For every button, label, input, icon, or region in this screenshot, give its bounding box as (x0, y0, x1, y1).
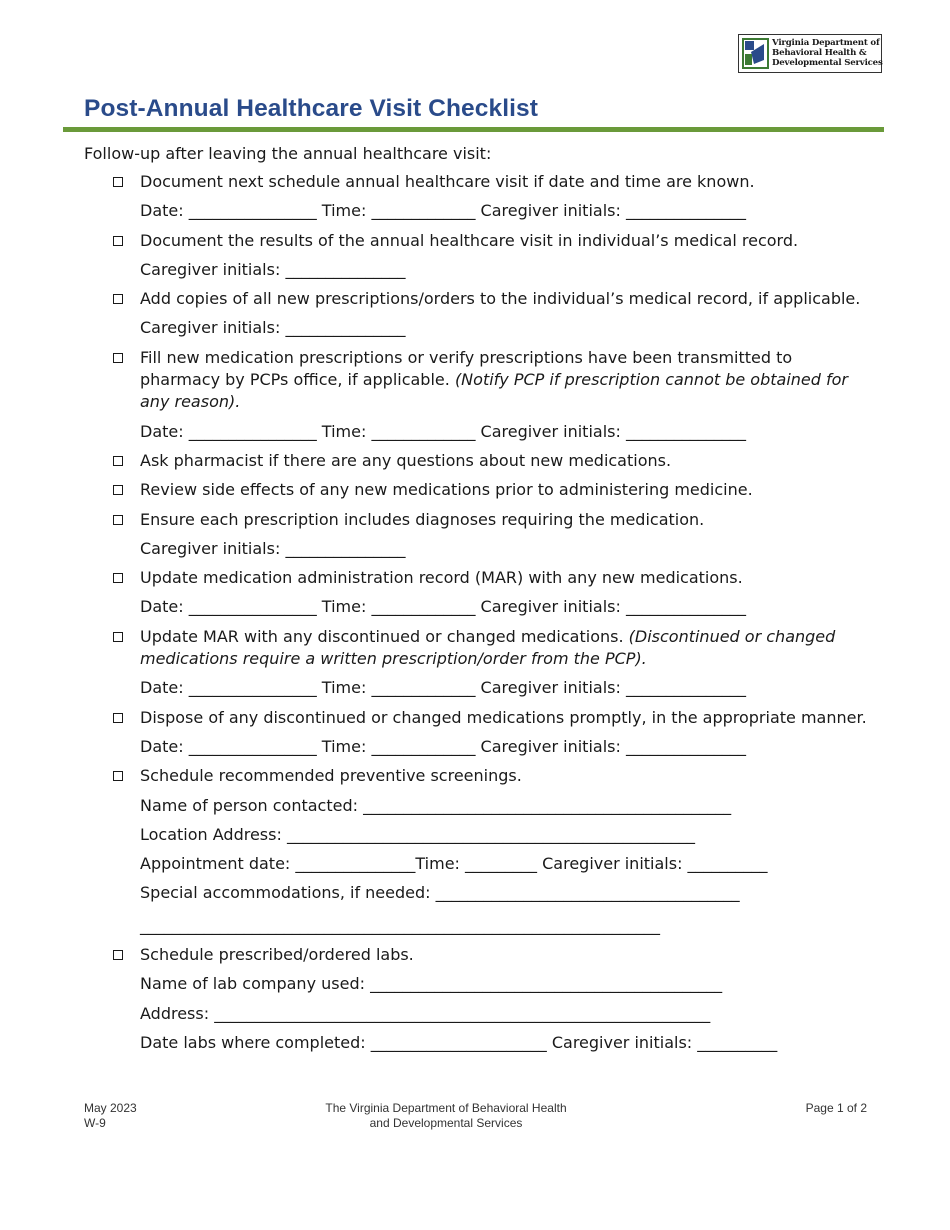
checklist-item (110, 347, 870, 443)
fill-in-line[interactable]: Appointment date: _______________Time: _________ Caregiver initials: __________ (140, 854, 768, 874)
checklist-item-text (140, 765, 870, 787)
fill-in-line[interactable]: Special accommodations, if needed: ______________________________________ (140, 883, 740, 903)
footer-org-line: The Virginia Department of Behavioral Health (325, 1101, 567, 1115)
item-note: (Discontinued or changed medications require a written prescription/order from the PCP). (140, 626, 836, 669)
checkbox[interactable] (113, 294, 123, 304)
footer-page-number: Page 1 of 2 (805, 1101, 867, 1115)
checklist-item (110, 626, 870, 700)
checklist-item-text (140, 567, 870, 589)
checklist-item (110, 509, 870, 561)
checkbox[interactable] (113, 236, 123, 246)
fill-in-line[interactable]: Date labs where completed: ______________________ Caregiver initials: __________ (140, 1032, 778, 1052)
item-text: Document the results of the annual healthcare visit in individual’s medical record. (140, 230, 799, 250)
item-text: Schedule prescribed/ordered labs. (140, 945, 414, 965)
footer-center (300, 1101, 592, 1131)
checkbox[interactable] (113, 485, 123, 495)
checklist-item-text (140, 288, 870, 310)
item-text: Review side effects of any new medications prior to administering medicine. (140, 480, 753, 500)
checkbox[interactable] (113, 573, 123, 583)
footer-form-id: W-9 (84, 1116, 106, 1130)
item-text: Ensure each prescription includes diagnoses requiring the medication. (140, 509, 705, 529)
item-text: Document next schedule annual healthcare visit if date and time are known. (140, 172, 755, 191)
checklist-item-text (140, 707, 870, 729)
fill-in-line[interactable]: Caregiver initials: _______________ (140, 259, 406, 279)
fill-in-line[interactable]: Location Address: ___________________________________________________ (140, 824, 695, 844)
checkbox[interactable] (113, 713, 123, 723)
checklist-item (110, 479, 870, 501)
checklist-item-text (140, 450, 870, 472)
logo-line: Developmental Services (772, 58, 883, 68)
fill-in-line[interactable]: Date: ________________ Time: _____________ Caregiver initials: _______________ (140, 678, 746, 698)
fill-in-line[interactable]: _________________________________________________________________ (140, 915, 660, 935)
checklist-item (110, 765, 870, 937)
page-title: Post-Annual Healthcare Visit Checklist (84, 95, 539, 122)
checklist-item (110, 230, 870, 282)
checklist-item-text (140, 626, 870, 671)
checkbox[interactable] (113, 771, 123, 781)
item-note: (Notify PCP if prescription cannot be obtained for any reason). (140, 370, 848, 412)
fill-in-line[interactable]: Date: ________________ Time: _____________ Caregiver initials: _______________ (140, 736, 746, 756)
checklist (110, 171, 870, 1054)
item-text: Ask pharmacist if there are any questions about new medications. (140, 450, 672, 470)
checklist-item (110, 288, 870, 340)
checkbox[interactable] (113, 632, 123, 642)
fill-in-line[interactable]: Date: ________________ Time: _____________ Caregiver initials: _______________ (140, 201, 746, 221)
fill-in-line[interactable]: Date: ________________ Time: _____________ Caregiver initials: _______________ (140, 597, 746, 617)
checklist-item-text (140, 509, 870, 531)
checklist-item (110, 450, 870, 472)
logo-line: Virginia Department of (772, 38, 880, 48)
checkbox[interactable] (113, 456, 123, 466)
fill-in-line[interactable]: Name of lab company used: ____________________________________________ (140, 974, 723, 994)
checkbox[interactable] (113, 353, 123, 363)
item-text: Update MAR with any discontinued or changed medications. (140, 626, 624, 646)
fill-in-line[interactable]: Address: ______________________________________________________________ (140, 1003, 711, 1023)
checkbox[interactable] (113, 515, 123, 525)
checklist-item-text (140, 171, 870, 193)
fill-in-line[interactable]: Caregiver initials: _______________ (140, 538, 406, 558)
intro-text: Follow-up after leaving the annual healthcare visit: (84, 144, 492, 163)
logo-text (772, 38, 882, 68)
title-divider (63, 127, 884, 132)
footer-date: May 2023 (84, 1101, 137, 1115)
fill-in-line[interactable]: Caregiver initials: _______________ (140, 318, 406, 338)
checkbox[interactable] (113, 177, 123, 187)
footer-org-line: and Developmental Services (369, 1116, 523, 1130)
item-text: Dispose of any discontinued or changed medications promptly, in the appropriate manner. (140, 707, 867, 727)
checklist-item (110, 707, 870, 759)
item-text: Update medication administration record (MAR) with any new medications. (140, 568, 743, 588)
footer-left (84, 1101, 137, 1131)
checklist-item-text (140, 944, 870, 966)
logo-line: Behavioral Health & (772, 48, 867, 58)
checkbox[interactable] (113, 950, 123, 960)
checklist-item-text (140, 347, 870, 414)
checklist-item (110, 567, 870, 619)
checklist-item (110, 171, 870, 223)
fill-in-line[interactable]: Name of person contacted: ______________________________________________ (140, 795, 732, 815)
checklist-item (110, 944, 870, 1054)
item-text: Add copies of all new prescriptions/orders to the individual’s medical record, if applicable. (140, 289, 861, 309)
dbhds-logo-icon (742, 38, 769, 69)
checklist-item-text (140, 230, 870, 252)
checklist-item-text (140, 479, 870, 501)
item-text: Fill new medication prescriptions or verify prescriptions have been transmitted to pharmacy by PCPs office, if applicable. (140, 347, 793, 390)
dbhds-logo (738, 34, 882, 73)
fill-in-line[interactable]: Date: ________________ Time: _____________ Caregiver initials: _______________ (140, 421, 746, 441)
item-text: Schedule recommended preventive screenings. (140, 766, 522, 786)
